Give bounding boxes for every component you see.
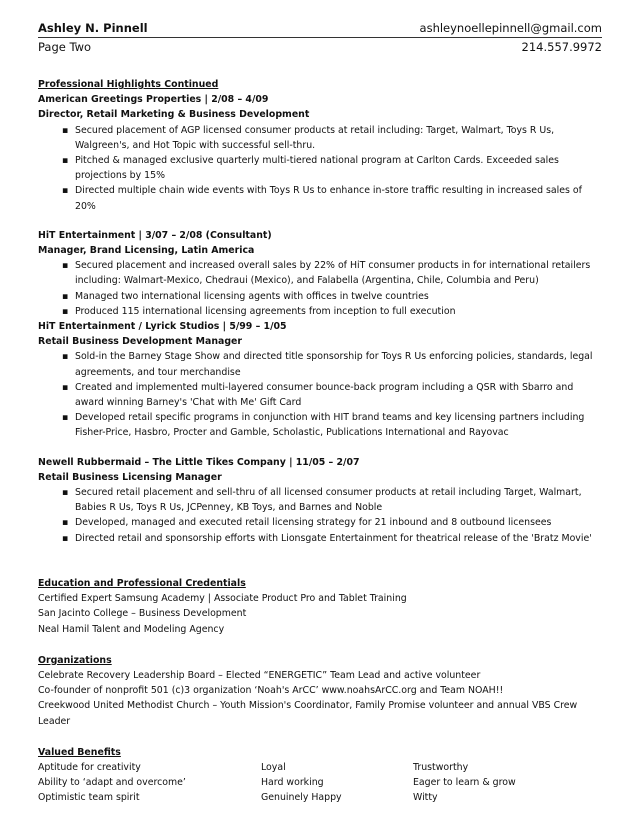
bullet-icon: ▪ (62, 155, 69, 167)
benefit-item: Eager to learn & grow (413, 777, 516, 789)
bullet-icon: ▪ (62, 412, 69, 424)
bullet-icon: ▪ (62, 517, 69, 529)
bullet-item: ▪ Managed two international licensing agents with offices in twelve countries (38, 289, 602, 304)
bullet-icon: ▪ (62, 305, 69, 317)
benefit-item: Ability to ‘adapt and overcome’ (38, 777, 186, 789)
job-bullet-list (38, 349, 602, 440)
header-top-row (38, 20, 602, 38)
benefits-grid (38, 760, 602, 806)
benefit-item: Hard working (261, 777, 324, 789)
job-company: American Greetings Properties | 2/08 – 4/09 (38, 94, 269, 106)
education-line: San Jacinto College – Business Development (38, 608, 247, 620)
job-role: Manager, Brand Licensing, Latin America (38, 245, 255, 257)
bullet-icon: ▪ (62, 185, 69, 197)
header-second-row (38, 38, 602, 55)
bullet-item: ▪ Directed multiple chain wide events with Toys R Us to enhance in-store traffic resulting in increased sales of 20% (62, 185, 582, 212)
bullet-icon: ▪ (62, 381, 69, 393)
bullet-icon: ▪ (62, 487, 69, 499)
resume-page (38, 20, 602, 806)
phone-number: 214.557.9972 (521, 40, 602, 54)
bullet-item: ▪ Pitched & managed exclusive quarterly multi-tiered national program at Carlton Cards. Exceeded sales projections by 15% (62, 155, 559, 182)
bullet-item: ▪ Secured placement of AGP licensed consumer products at retail including: Target, Walmart, Toys R Us, Walgreen's, and Hot Topic with successful sell-thru. (62, 124, 555, 151)
bullet-item: ▪ Created and implemented multi-layered consumer bounce-back program including a QSR with Sbarro and award winning Barney's 'Chat with Me' Gift Card (62, 381, 574, 409)
bullet-item: ▪ Secured retail placement and sell-thru of all licensed consumer products at retail including Target, Walmart, Babies R Us, Toys R Us, JCPenney, KB Toys, and Barnes and Noble (62, 487, 582, 514)
bullet-icon: ▪ (62, 532, 69, 544)
organizations-title: Organizations (38, 654, 112, 666)
email-address: ashleynoellepinnell@gmail.com (419, 21, 602, 35)
job-bullet-list (38, 485, 602, 546)
bullet-item: ▪ Directed retail and sponsorship efforts with Lionsgate Entertainment for theatrical release of the 'Bratz Movie' (38, 531, 602, 546)
job-bullet-list (38, 258, 602, 319)
bullet-icon: ▪ (62, 124, 69, 136)
job-company: HiT Entertainment | 3/07 – 2/08 (Consultant) (38, 229, 272, 241)
benefit-item: Trustworthy (413, 761, 469, 773)
bullet-item: ▪ Developed, managed and executed retail licensing strategy for 21 inbound and 8 outbound licensees (38, 515, 602, 530)
bullet-item: ▪ Developed retail specific programs in conjunction with HIT brand teams and key licensing partners including Fisher-Price, Hasbro, Procter and Gamble, Scholastic, Publications International and Rayovac (62, 412, 585, 439)
bullet-item: ▪ Produced 115 international licensing agreements from inception to full execution (38, 304, 602, 319)
job-role: Retail Business Licensing Manager (38, 471, 222, 483)
benefits-title: Valued Benefits (38, 746, 121, 758)
education-line: Neal Hamil Talent and Modeling Agency (38, 623, 225, 635)
benefit-item: Witty (413, 792, 438, 804)
benefit-item: Optimistic team spirit (38, 792, 140, 804)
job-company: Newell Rubbermaid – The Little Tikes Company | 11/05 – 2/07 (38, 456, 360, 468)
job-role: Director, Retail Marketing & Business Development (38, 109, 310, 121)
bullet-item: ▪ Secured placement and increased overall sales by 22% of HiT consumer products in for international retailers including: Walmart-Mexico, Chedraui (Mexico), and Falabella (Argentina, Chile, Columbia and Peru) (62, 260, 591, 287)
highlights-title: Professional Highlights Continued (38, 79, 219, 90)
organization-line: Celebrate Recovery Leadership Board – Elected “ENERGETIC” Team Lead and active volunteer (38, 669, 481, 681)
benefit-item: Aptitude for creativity (38, 761, 141, 773)
organization-line: Co-founder of nonprofit 501 (c)3 organization ‘Noah's ArCC’ www.noahsArCC.org and Team NOAH!! (38, 685, 504, 697)
education-title: Education and Professional Credentials (38, 577, 246, 589)
job-company: HiT Entertainment / Lyrick Studios | 5/99 – 1/05 (38, 321, 287, 333)
organization-line: Creekwood United Methodist Church – Youth Mission's Coordinator, Family Promise volunteer and annual VBS Crew Leader (38, 700, 578, 727)
bullet-item: ▪ Sold-in the Barney Stage Show and directed title sponsorship for Toys R Us enforcing policies, standards, legal agreements, and tour merchandise (62, 351, 593, 378)
education-line: Certified Expert Samsung Academy | Associate Product Pro and Tablet Training (38, 593, 407, 605)
resume-content (38, 55, 602, 806)
job-bullet-list (38, 123, 602, 214)
page-label: Page Two (38, 40, 92, 54)
job-role: Retail Business Development Manager (38, 336, 243, 348)
candidate-name: Ashley N. Pinnell (38, 21, 148, 35)
bullet-icon: ▪ (62, 260, 69, 272)
benefit-item: Loyal (261, 761, 286, 773)
bullet-icon: ▪ (62, 351, 69, 363)
benefit-item: Genuinely Happy (261, 792, 342, 804)
bullet-icon: ▪ (62, 290, 69, 302)
